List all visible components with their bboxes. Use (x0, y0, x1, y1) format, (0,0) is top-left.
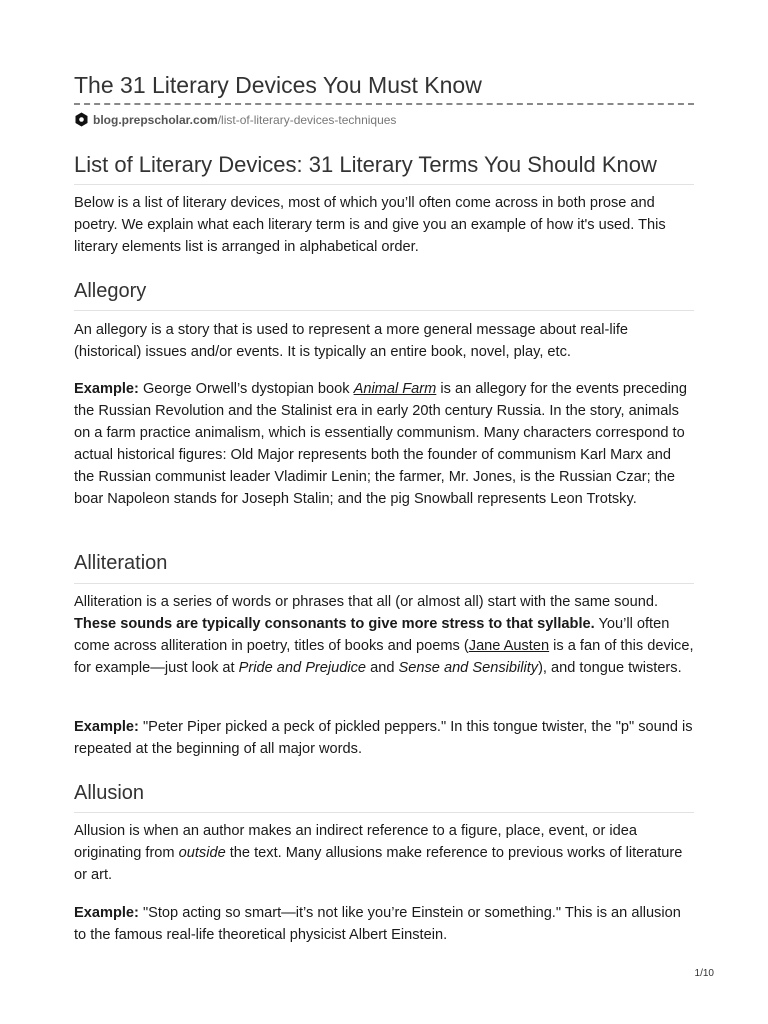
section-rule (74, 310, 694, 311)
example-label: Example: (74, 905, 139, 921)
section-rule (74, 812, 694, 813)
allegory-example (74, 378, 694, 510)
allusion-definition (74, 820, 694, 886)
section-heading-alliteration: Alliteration (74, 552, 168, 574)
definition-text: ), and tongue twisters. (538, 660, 682, 676)
example-text: is an allegory for the events preceding the Russian Revolution and the Stalinist era in early 20th century Russia. In the story, animals on a farm practice animalism, which is essentially communism. Many characters correspond to actual historical figures: Old Major represents both the founder of communism Karl Marx and the Russian communist leader Vladimir Lenin; the farmer, Mr. Jones, is the Russian Czar; the boar Napoleon stands for Joseph Stalin; and the pig Snowball represents Leon Trotsky. (74, 381, 687, 507)
definition-text: Allusion is when an author makes an indirect reference to a figure, place, event, or idea originating from (74, 823, 637, 861)
alliteration-definition (74, 591, 694, 679)
example-text: "Peter Piper picked a peck of pickled peppers." In this tongue twister, the "p" sound is repeated at the beginning of all major words. (74, 719, 693, 757)
definition-text: is a fan of this device, for example—just look at (74, 638, 694, 676)
section-rule (74, 583, 694, 584)
source-path[interactable]: /list-of-literary-devices-techniques (217, 112, 397, 127)
heading-rule (74, 184, 694, 185)
source-domain[interactable]: blog.prepscholar.com (93, 112, 218, 127)
example-label: Example: (74, 381, 139, 397)
example-text: George Orwell’s dystopian book (138, 381, 354, 397)
page-number: 1/10 (694, 968, 714, 979)
book-title: Sense and Sensibility (398, 660, 539, 676)
allegory-definition: An allegory is a story that is used to represent a more general message about real-life (historical) issues and/or events. It is typically an entire book, novel, play, etc. (74, 322, 629, 360)
definition-bold-text: These sounds are typically consonants to give more stress to that syllable. (74, 616, 595, 632)
document-title: The 31 Literary Devices You Must Know (74, 72, 482, 98)
allusion-example (74, 902, 694, 946)
source-link[interactable] (74, 112, 396, 127)
emphasis-text: outside (178, 845, 226, 861)
jane-austen-link[interactable]: Jane Austen (468, 638, 550, 654)
section-heading-allegory: Allegory (74, 280, 147, 302)
article-heading: List of Literary Devices: 31 Literary Terms You Should Know (74, 152, 657, 177)
definition-text: Alliteration is a series of words or phrases that all (or almost all) start with the same sound. (74, 594, 658, 610)
definition-text: You’ll often come across alliteration in poetry, titles of books and poems ( (74, 616, 670, 654)
section-heading-allusion: Allusion (74, 782, 145, 804)
example-text: "Stop acting so smart—it’s not like you’re Einstein or something." This is an allusion to the famous real-life theoretical physicist Albert Einstein. (74, 905, 681, 943)
prepscholar-logo-icon (74, 112, 89, 127)
book-title: Pride and Prejudice (238, 660, 367, 676)
intro-paragraph: Below is a list of literary devices, most of which you’ll often come across in both prose and poetry. We explain what each literary term is and give you an example of how it's used. This literary elements list is arranged in alphabetical order. (74, 195, 666, 255)
definition-text: and (366, 660, 399, 676)
animal-farm-link[interactable]: Animal Farm (353, 381, 437, 397)
title-divider (74, 103, 694, 105)
example-label: Example: (74, 719, 139, 735)
definition-text: the text. Many allusions make reference to previous works of literature or art. (74, 845, 683, 883)
alliteration-example (74, 716, 694, 760)
